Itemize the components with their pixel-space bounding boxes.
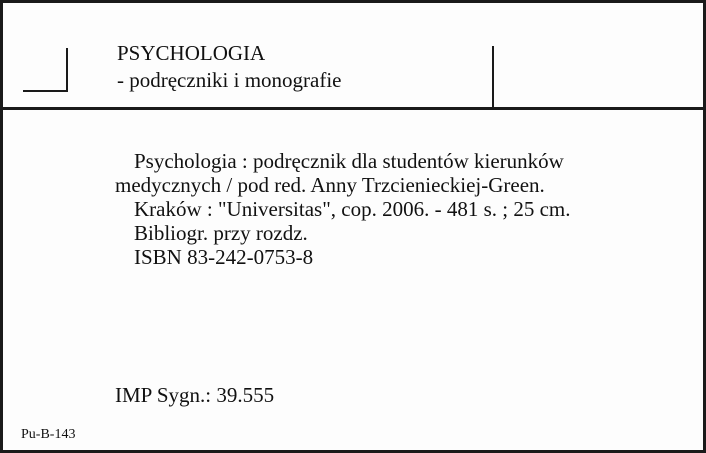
- subject-term: PSYCHOLOGIA: [117, 41, 266, 65]
- title-line-2: medycznych / pod red. Anny Trzcienieckiej-Green.: [115, 173, 545, 197]
- isbn-line: ISBN 83-242-0753-8: [134, 245, 314, 269]
- title-line-1: Psychologia : podręcznik dla studentów kierunków: [134, 149, 564, 173]
- corner-mark-vertical: [66, 48, 68, 92]
- subject-heading: [117, 40, 342, 94]
- subject-subdivision: - podręczniki i monografie: [117, 68, 342, 92]
- publication-line: Kraków : "Universitas", cop. 2006. - 481 s. ; 25 cm.: [134, 197, 571, 221]
- bibliographic-entry: [115, 149, 675, 269]
- heading-divider: [492, 46, 494, 108]
- call-number: IMP Sygn.: 39.555: [115, 383, 275, 407]
- corner-mark-horizontal: [23, 90, 68, 92]
- bibliography-note: Bibliogr. przy rozdz.: [134, 221, 308, 245]
- heading-rule: [3, 107, 703, 110]
- card-identifier: Pu-B-143: [21, 427, 76, 442]
